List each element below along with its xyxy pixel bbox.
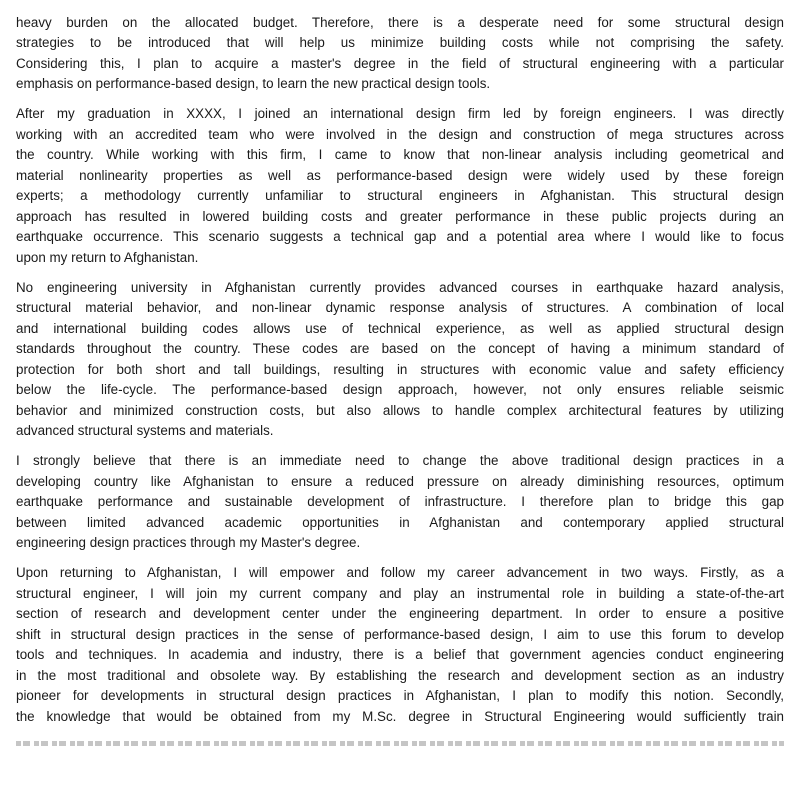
text-line: and international building codes allows use of technical experience, as well as applied structural design (16, 320, 784, 336)
text-line: standards throughout the country. These codes are based on the concept of having a minimum standard of (16, 341, 784, 356)
text-line: After my graduation in XXXX, I joined an international design firm led by foreign engineers. I was directly (16, 106, 784, 121)
text-line: strategies to be introduced that will help us minimize building costs while not comprising the safety. (16, 35, 784, 50)
text-line: pioneer for developments in structural design practices in Afghanistan, I plan to modify this notion. Secondly, (16, 688, 784, 703)
text-line: approach has resulted in lowered building costs and greater performance in these public projects during an (16, 208, 784, 224)
paragraph-university (16, 278, 784, 442)
text-line: Considering this, I plan to acquire a master's degree in the field of structural engineering with a particular (16, 55, 784, 71)
clipped-line-top (16, 0, 784, 13)
text-line: experts; a methodology currently unfamiliar to structural engineers in Afghanistan. This structural design (16, 188, 784, 203)
text-line: earthquake performance and sustainable development of infrastructure. I therefore plan to bridge this gap (16, 494, 784, 509)
text-line: tools and techniques. In academia and industry, there is a belief that government agencies conduct engineering (16, 647, 784, 662)
text-line: Upon returning to Afghanistan, I will empower and follow my career advancement in two ways. Firstly, as a (16, 565, 784, 580)
text-line: protection for both short and tall buildings, resulting in structures with economic value and safety efficiency (16, 361, 784, 377)
text-line: developing country like Afghanistan to ensure a reduced pressure on already diminishing resources, optimum (16, 473, 784, 489)
paragraph-belief (16, 451, 784, 554)
text-line: earthquake occurrence. This scenario suggests a technical gap and a potential area where I would like to focus (16, 229, 784, 244)
text-line: structural material behavior, and non-linear dynamic response analysis of structures. A combination of local (16, 300, 784, 315)
text-line: working with an accredited team who were involved in the design and construction of mega structures across (16, 126, 784, 142)
document-page (16, 0, 784, 757)
text-line: No engineering university in Afghanistan currently provides advanced courses in earthquake hazard analysis, (16, 279, 784, 295)
text-line: heavy burden on the allocated budget. Therefore, there is a desperate need for some structural design (16, 14, 784, 30)
text-line: the country. While working with this firm, I came to know that non-linear analysis including geometrical and (16, 147, 784, 162)
clipped-line-bottom (16, 727, 784, 748)
paragraph-graduation (16, 104, 784, 268)
text-line: in the most traditional and obsolete way. By establishing the research and development section as an industry (16, 667, 784, 683)
paragraph-budget (16, 13, 784, 95)
text-line: between limited advanced academic opportunities in Afghanistan and contemporary applied structural (16, 514, 784, 530)
paragraph-returning (16, 563, 784, 748)
text-line: structural engineer, I will join my current company and play an instrumental role in building a state-of-the-art (16, 585, 784, 601)
text-line: upon my return to Afghanistan. (16, 249, 199, 265)
text-line: behavior and minimized construction costs, but also allows to handle complex architectural features by utilizing (16, 402, 784, 418)
text-line: section of research and development center under the engineering department. In order to ensure a positive (16, 606, 784, 621)
text-line: shift in structural design practices in the sense of performance-based design, I aim to use this forum to develop (16, 626, 784, 642)
text-line: I strongly believe that there is an immediate need to change the above traditional design practices in a (16, 453, 784, 468)
text-line: below the life-cycle. The performance-based design approach, however, not only ensures reliable seismic (16, 382, 784, 397)
text-line: emphasis on performance-based design, to learn the new practical design tools. (16, 76, 491, 91)
text-line: engineering design practices through my Master's degree. (16, 535, 361, 550)
clipped-text-fragment (16, 741, 784, 746)
text-line: the knowledge that would be obtained from my M.Sc. degree in Structural Engineering would sufficiently train (16, 708, 784, 724)
text-line: advanced structural systems and materials. (16, 423, 274, 438)
text-line: material nonlinearity properties as well as performance-based design were widely used by these foreign (16, 167, 784, 183)
